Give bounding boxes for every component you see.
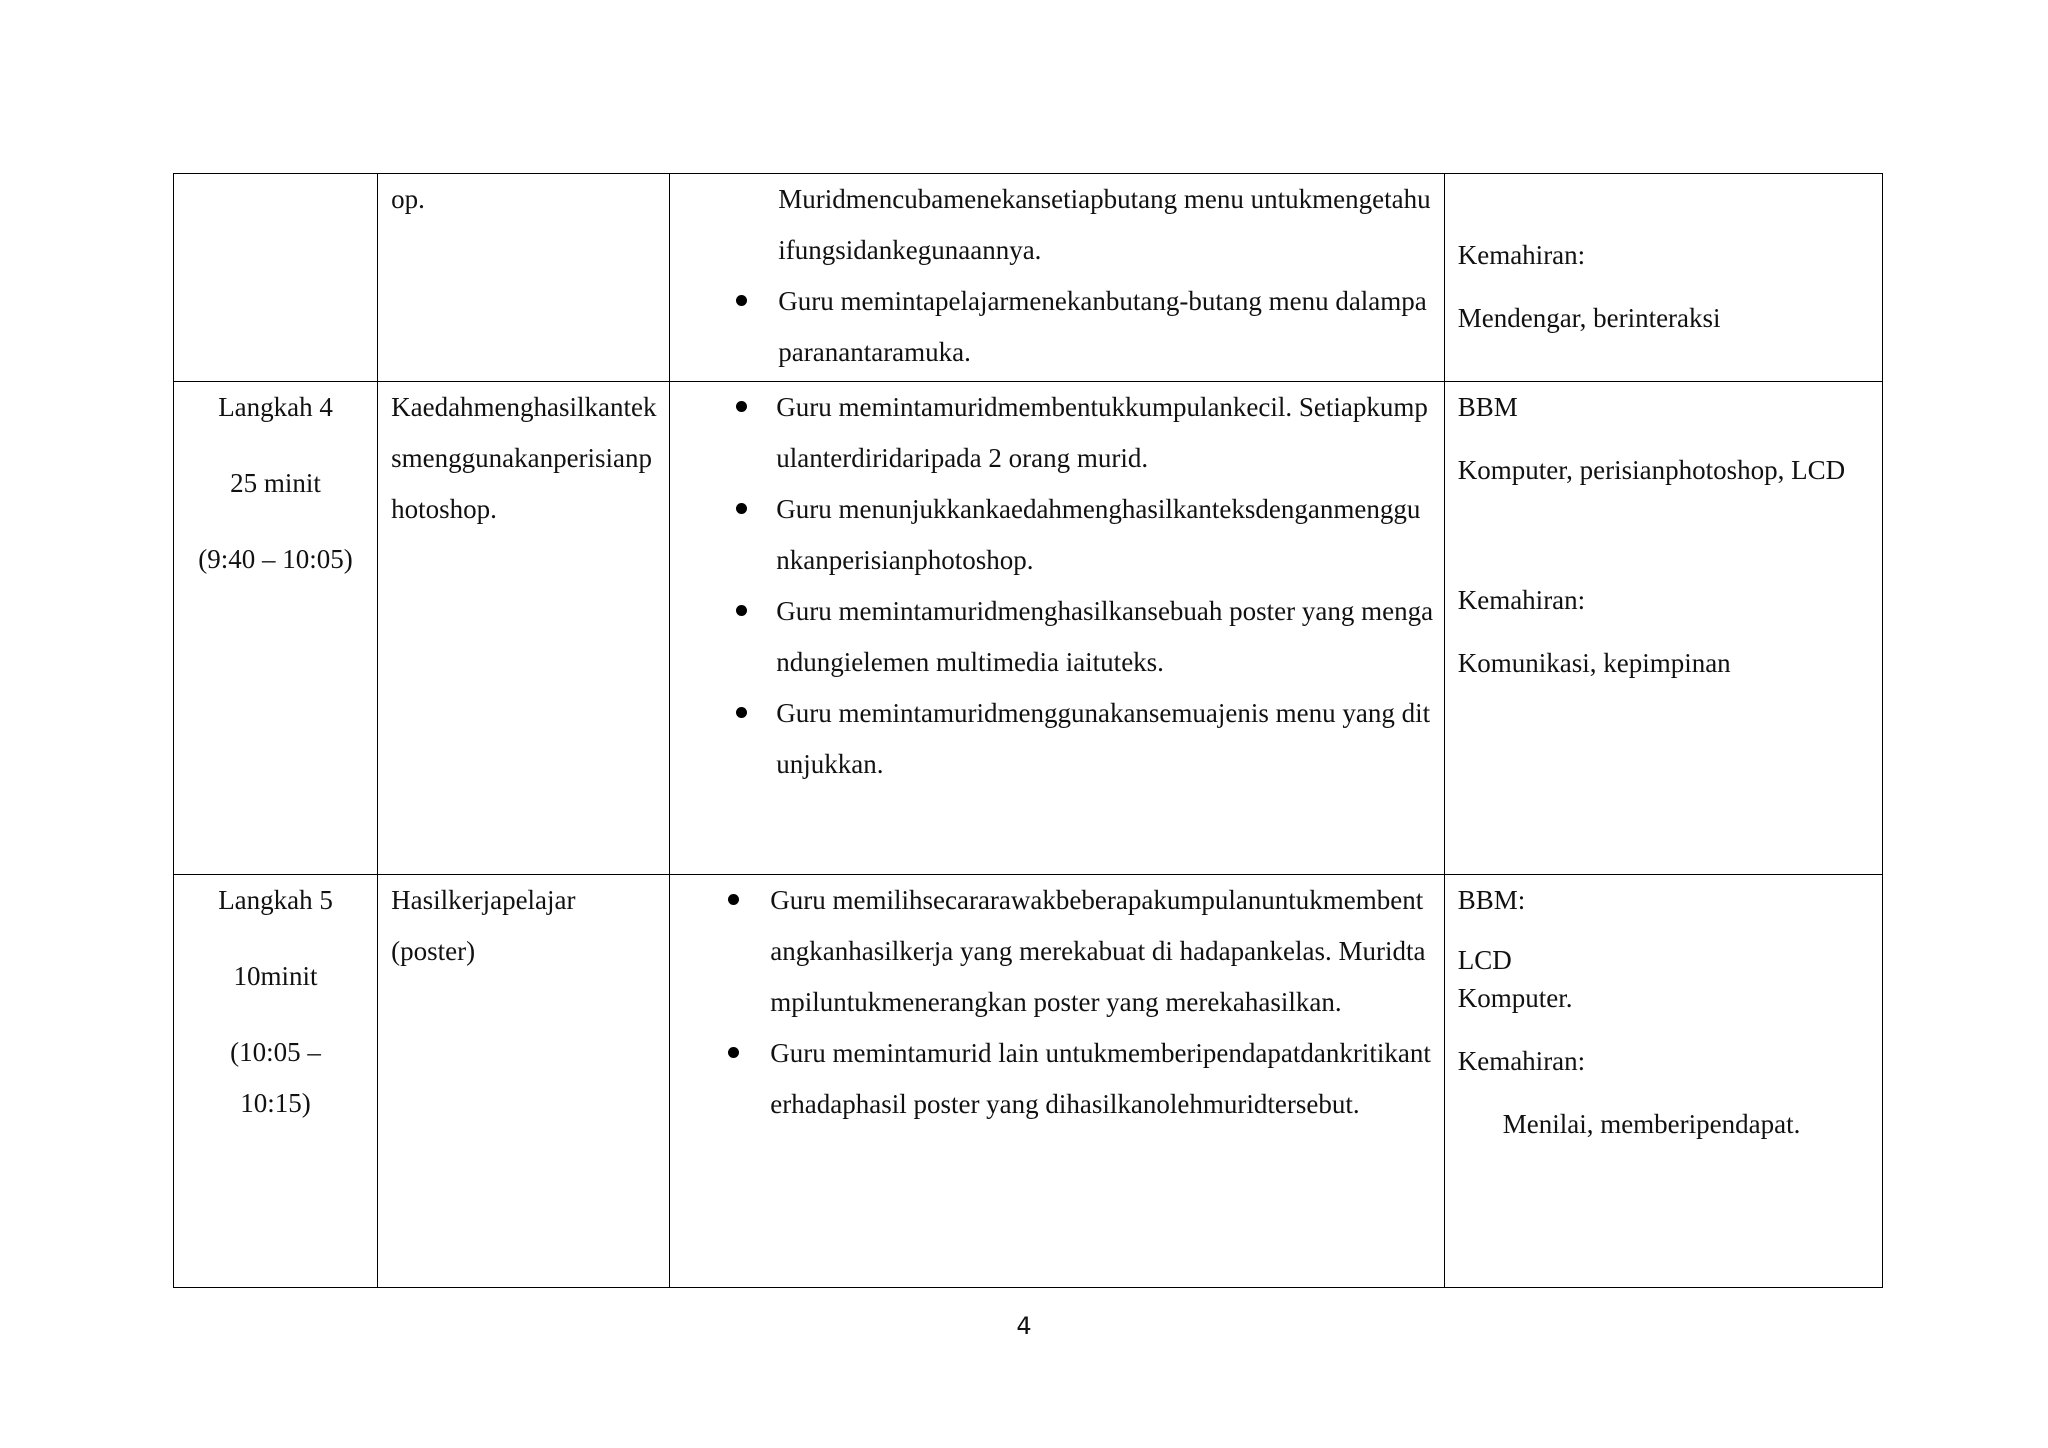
step-time: (9:40 – 10:05) xyxy=(198,544,353,574)
resource-line: Kemahiran: xyxy=(1457,585,1586,615)
step-time: 10:15) xyxy=(240,1088,311,1118)
bullet-icon xyxy=(736,605,747,616)
table-row xyxy=(174,875,1883,1288)
bullet-icon xyxy=(728,894,739,905)
list-item xyxy=(670,1028,1433,1130)
resource-line: Mendengar, berinteraksi xyxy=(1457,303,1721,333)
resources-cell xyxy=(1444,174,1882,382)
topic-text: Kaedahmenghasilkanteksmenggunakanperisianphotoshop. xyxy=(391,392,657,524)
step-time: (10:05 – xyxy=(230,1037,321,1067)
activity-text: Guru memintamurid lain untukmemberipendapatdankritikanterhadaphasil poster yang dihasilkanolehmuridtersebut. xyxy=(770,1038,1431,1119)
topic-text: op. xyxy=(391,184,425,214)
step-cell xyxy=(174,174,378,382)
resource-line: Kemahiran: xyxy=(1457,1046,1586,1076)
step-label: Langkah 4 xyxy=(218,392,333,422)
step-cell xyxy=(174,382,378,875)
activities-cell xyxy=(670,174,1444,382)
resource-line: BBM: xyxy=(1457,885,1526,915)
bullet-icon xyxy=(736,295,747,306)
resource-line: BBM xyxy=(1457,392,1518,422)
resources-cell xyxy=(1444,382,1882,875)
table-row xyxy=(174,382,1883,875)
topic-cell xyxy=(378,174,670,382)
list-item xyxy=(670,276,1433,378)
activities-cell xyxy=(670,875,1444,1288)
bullet-icon xyxy=(736,707,747,718)
topic-cell xyxy=(378,382,670,875)
activity-text: Guru memintamuridmenghasilkansebuah poster yang mengandungielemen multimedia iaituteks. xyxy=(776,596,1434,677)
list-item xyxy=(670,688,1433,790)
list-item xyxy=(670,484,1433,586)
resource-line: LCD xyxy=(1457,945,1512,975)
table-row xyxy=(174,174,1883,382)
page-number: 4 xyxy=(1016,1312,1032,1340)
topic-cell xyxy=(378,875,670,1288)
resource-line: Komputer. xyxy=(1457,983,1573,1013)
list-item xyxy=(670,174,1433,276)
resource-line: Menilai, memberipendapat. xyxy=(1502,1109,1801,1139)
step-cell xyxy=(174,875,378,1288)
resource-line: Komputer, perisianphotoshop, LCD xyxy=(1457,455,1846,485)
list-item xyxy=(670,586,1433,688)
step-duration: 25 minit xyxy=(230,468,321,498)
activity-list xyxy=(670,382,1443,790)
activities-cell xyxy=(670,382,1444,875)
lesson-plan-table xyxy=(173,173,1883,1288)
step-duration: 10minit xyxy=(233,961,318,991)
resource-line: Kemahiran: xyxy=(1457,240,1586,270)
bullet-icon xyxy=(736,401,747,412)
activity-text: Guru menunjukkankaedahmenghasilkanteksdenganmenggunkanperisianphotoshop. xyxy=(776,494,1421,575)
resource-line: Komunikasi, kepimpinan xyxy=(1457,648,1731,678)
activity-list xyxy=(670,875,1443,1130)
resources-cell xyxy=(1444,875,1882,1288)
activity-text: Guru memilihsecararawakbeberapakumpulanuntukmembentangkanhasilkerja yang merekabuat di hadapankelas. Muridtampiluntukmenerangkan poster yang merekahasilkan. xyxy=(770,885,1426,1017)
bullet-icon xyxy=(728,1047,739,1058)
topic-text: Hasilkerjapelajar (poster) xyxy=(391,885,576,966)
activity-text: Guru memintamuridmembentukkumpulankecil. Setiapkumpulanterdiridaripada 2 orang murid. xyxy=(776,392,1428,473)
step-label: Langkah 5 xyxy=(218,885,333,915)
bullet-icon xyxy=(736,503,747,514)
activity-text: Guru memintamuridmenggunakansemuajenis menu yang ditunjukkan. xyxy=(776,698,1431,779)
list-item xyxy=(670,382,1433,484)
activity-text: Guru memintapelajarmenekanbutang-butang menu dalampaparanantaramuka. xyxy=(778,286,1427,367)
list-item xyxy=(670,875,1433,1028)
activity-list xyxy=(670,174,1443,378)
activity-text: Muridmencubamenekansetiapbutang menu untukmengetahuifungsidankegunaannya. xyxy=(778,184,1431,265)
